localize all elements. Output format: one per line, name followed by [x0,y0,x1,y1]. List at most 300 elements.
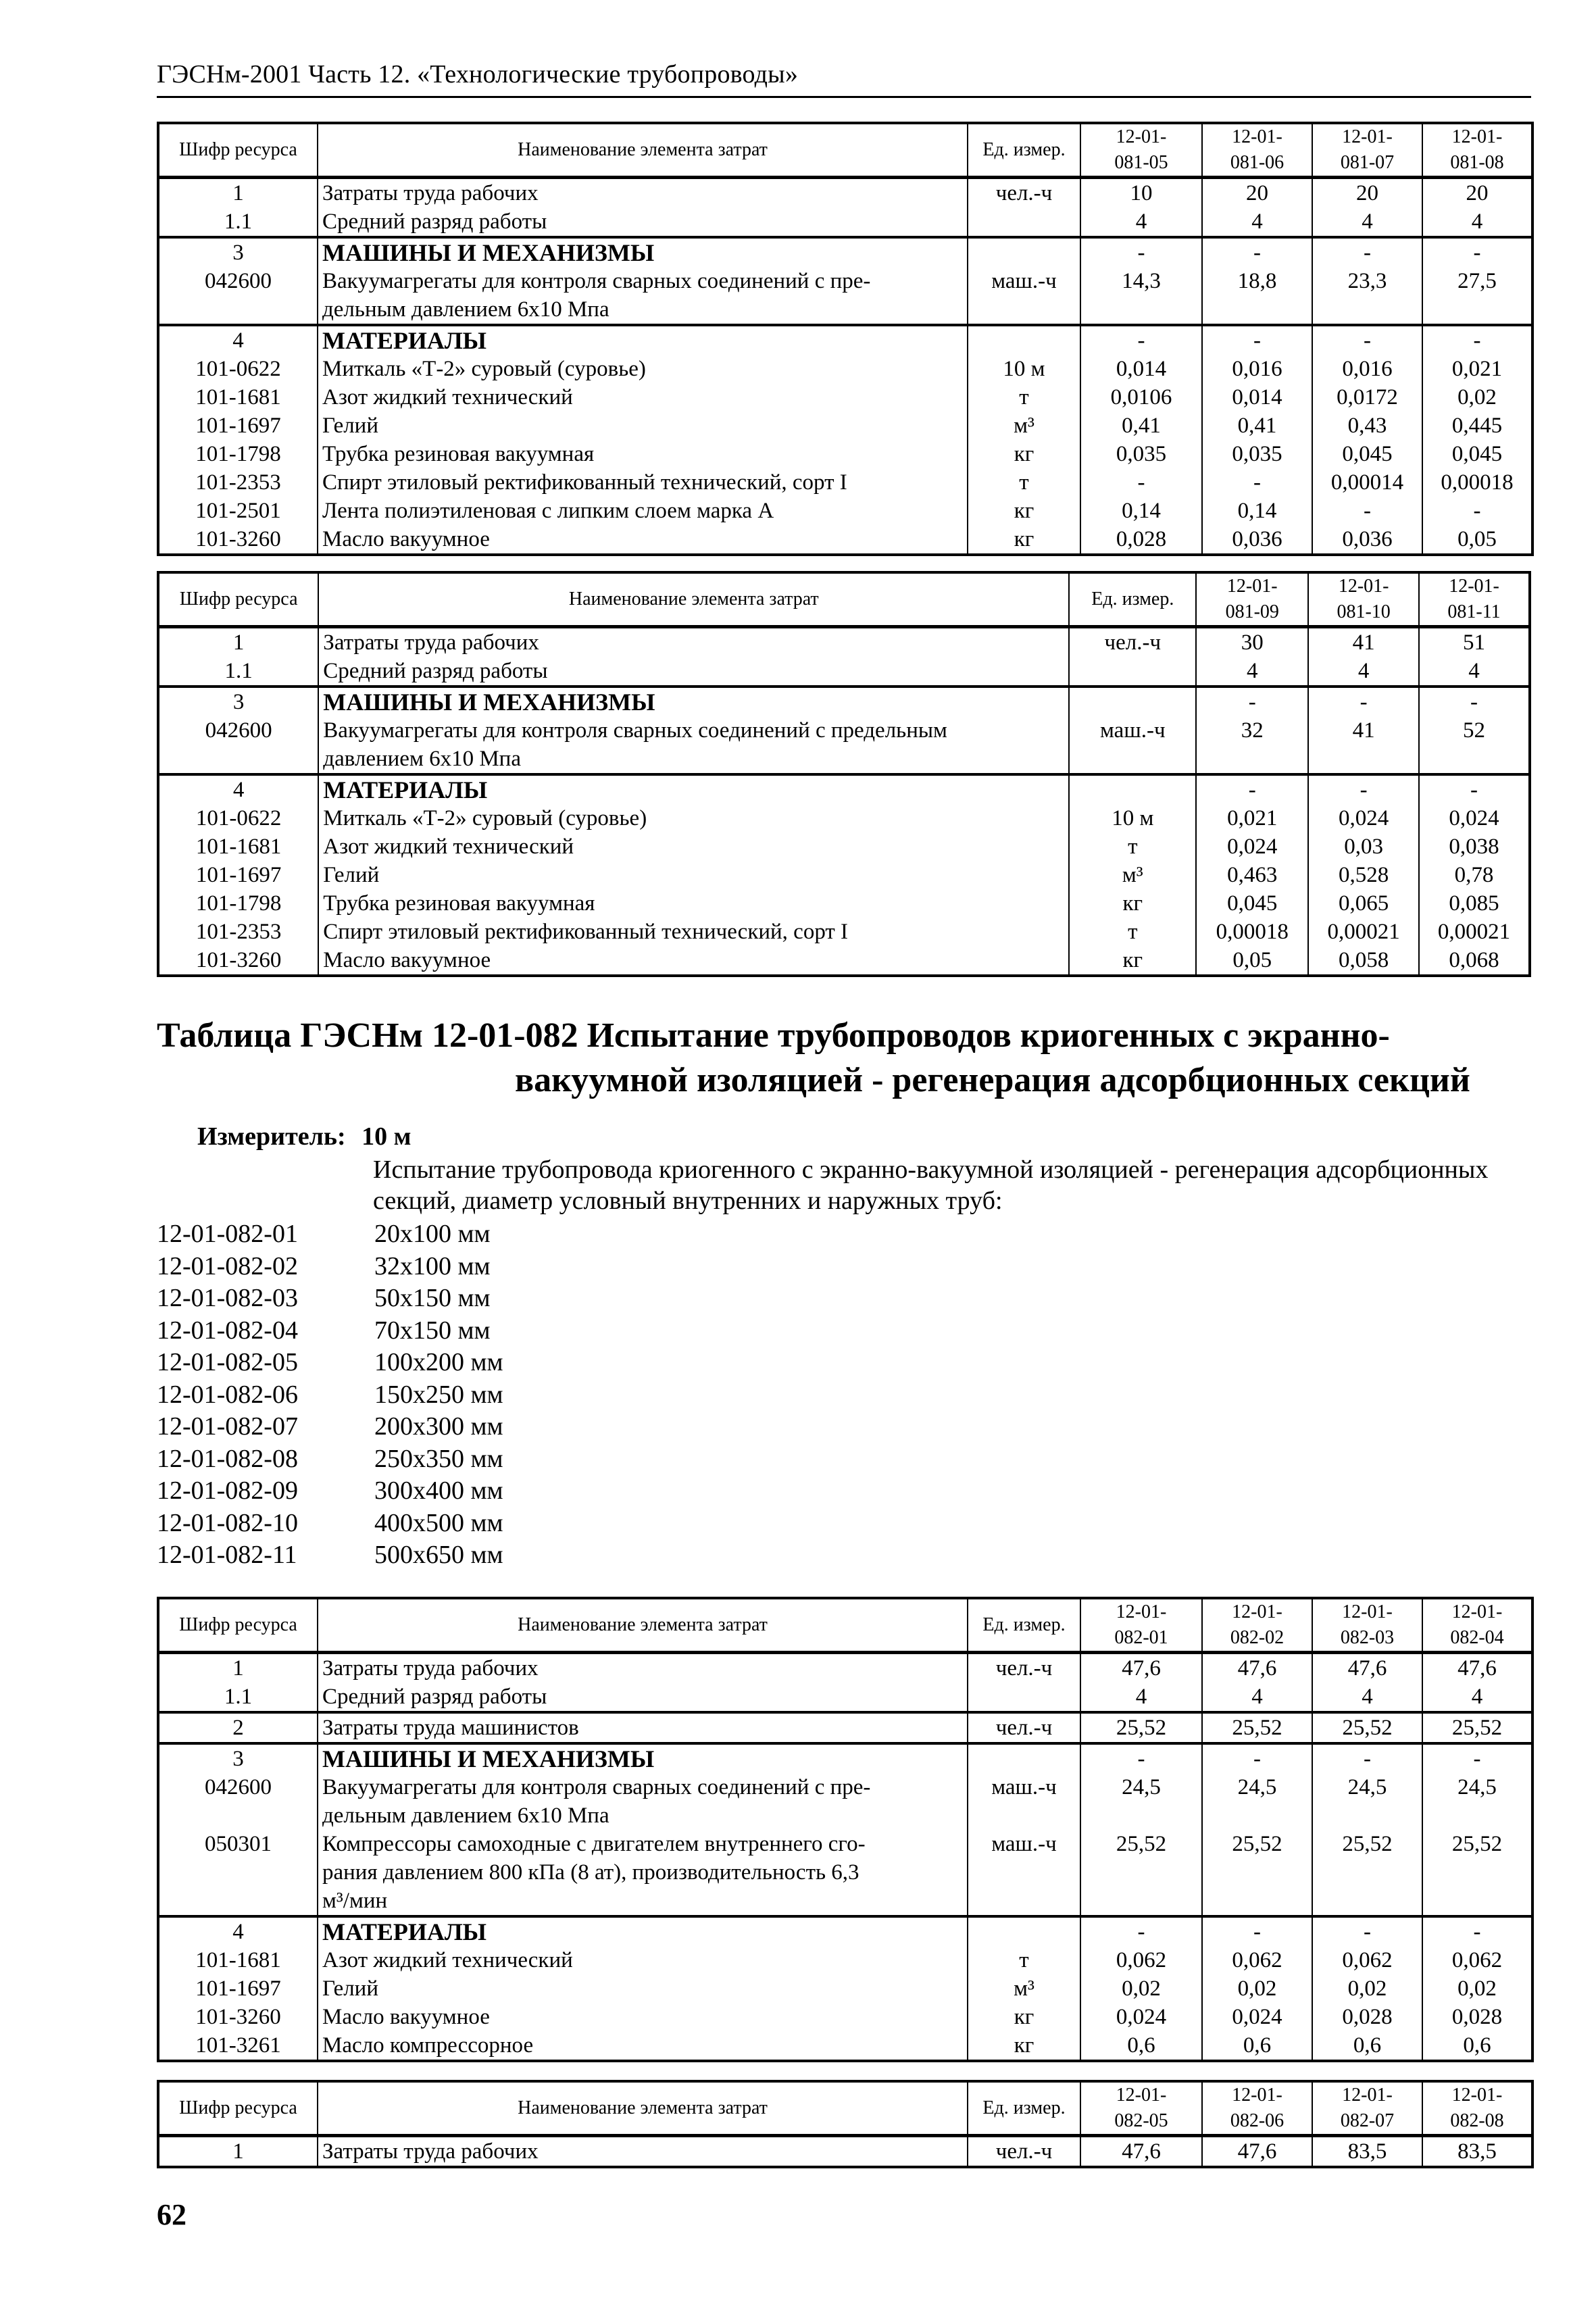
table-row [158,687,1530,716]
resource-code: 101-3260 [158,2003,318,2031]
norm-value: - [1080,237,1202,267]
variant-code: 12-01-082-06 [157,1380,298,1409]
resource-code: 050301 [158,1830,318,1916]
resource-name: Масло вакуумное [318,2003,968,2031]
table-row [158,178,1532,208]
resource-name [318,267,968,325]
norm-value: 0,024 [1419,804,1530,832]
resource-name: Средний разряд работы [318,657,1069,687]
variant-item [157,1411,503,1443]
norm-value: - [1196,687,1308,716]
unit-of-measure: кг [968,440,1080,468]
page-header: ГЭСНм-2001 Часть 12. «Технологические трубопроводы» [157,60,799,89]
resource-name-line: Вакуумагрегаты для контроля сварных соединений с предельным [323,718,947,743]
norm-value: 0,05 [1422,525,1532,555]
variant-code-line: 12-01- [1232,1601,1282,1622]
table-row [158,774,1530,804]
resource-name: МАШИНЫ И МЕХАНИЗМЫ [318,237,968,267]
norm-value: - [1312,1916,1422,1946]
table-row [158,237,1532,267]
variant-code-line: 12-01- [1116,126,1167,147]
unit-of-measure: кг [968,525,1080,555]
norm-value: 47,6 [1202,1653,1312,1683]
resource-code: 101-1697 [158,861,318,889]
norm-value: 0,6 [1312,2031,1422,2061]
resource-name [318,1773,968,1830]
resource-name: Трубка резиновая вакуумная [318,889,1069,918]
norm-value: 25,52 [1202,1712,1312,1743]
variant-code-line: 12-01- [1116,2085,1167,2106]
norm-value: 41 [1308,627,1419,657]
resource-name: МАТЕРИАЛЫ [318,774,1069,804]
resource-code: 1 [158,2136,318,2168]
work-description: Испытание трубопровода криогенного с экранно-вакуумной изоляцией - регенерация адсорбционных секций, диаметр условный внутренних и наружных труб: [373,1155,1489,1215]
norm-value: 0,045 [1196,889,1308,918]
table-title-line2: вакуумной изоляцией - регенерация адсорбционных секций [515,1061,1470,1099]
norm-value: 4 [1202,207,1312,237]
unit-of-measure: т [968,1946,1080,1974]
table-row [158,804,1530,832]
variant-size: 50x150 мм [374,1284,491,1312]
column-header-name: Наименование элемента затрат [318,572,1069,627]
norm-value: - [1196,774,1308,804]
resource-name: Миткаль «Т-2» суровый (суровье) [318,355,968,383]
variant-code-line: 12-01- [1449,576,1499,597]
resource-name: Масло вакуумное [318,946,1069,976]
norm-value: - [1422,497,1532,525]
resource-code: 4 [158,1916,318,1946]
norm-value: - [1202,1743,1312,1773]
norm-value: - [1202,325,1312,355]
norm-value: 0,00021 [1419,918,1530,946]
unit-of-measure: кг [968,497,1080,525]
column-header-unit: Ед. измер. [968,123,1080,178]
table-row [158,1743,1532,1773]
column-header-variant [1308,572,1419,627]
norm-value: - [1312,325,1422,355]
variant-size: 32x100 мм [374,1251,491,1280]
unit-of-measure: 10 м [1069,804,1196,832]
norm-value: 0,062 [1312,1946,1422,1974]
norm-value: 0,03 [1308,832,1419,861]
table-row [158,440,1532,468]
unit-of-measure [968,1916,1080,1946]
resource-code: 042600 [158,1773,318,1830]
norm-value: 0,02 [1312,1974,1422,2003]
resource-name [318,716,1069,774]
norm-value: 0,024 [1308,804,1419,832]
unit-of-measure: маш.-ч [968,267,1080,325]
norm-value: 0,02 [1202,1974,1312,2003]
table-row [158,1773,1532,1830]
norm-value: - [1202,237,1312,267]
column-header-variant [1080,1598,1202,1653]
unit-of-measure: маш.-ч [968,1773,1080,1830]
variant-code-line: 081-10 [1337,601,1391,622]
norm-value: 0,00021 [1308,918,1419,946]
table-row [158,383,1532,412]
table-row [158,355,1532,383]
norm-value: 0,045 [1312,440,1422,468]
variant-size: 250x350 мм [374,1444,503,1473]
column-header-variant [1312,1598,1422,1653]
norm-value: 18,8 [1202,267,1312,325]
table-row [158,1830,1532,1916]
variant-code: 12-01-082-10 [157,1508,298,1537]
norm-value: - [1422,1916,1532,1946]
unit-of-measure: м³ [968,1974,1080,2003]
resource-name: Средний разряд работы [318,1683,968,1712]
column-header-name: Наименование элемента затрат [318,123,968,178]
table-row [158,2136,1532,2168]
norm-value: 0,14 [1202,497,1312,525]
unit-of-measure: кг [1069,946,1196,976]
table-row [158,627,1530,657]
resource-name: Азот жидкий технический [318,832,1069,861]
variant-size: 100x200 мм [374,1348,503,1376]
resource-name-line: м³/мин [322,1889,388,1913]
norm-value: - [1312,1743,1422,1773]
norm-value: 0,6 [1202,2031,1312,2061]
norm-value: 0,028 [1312,2003,1422,2031]
norm-value: 0,528 [1308,861,1419,889]
unit-of-measure: 10 м [968,355,1080,383]
table-row [158,207,1532,237]
norm-value: 51 [1419,627,1530,657]
norm-value: 20 [1312,178,1422,208]
unit-of-measure [968,1743,1080,1773]
resource-table-081-05-08 [157,122,1534,556]
norm-value: 0,035 [1080,440,1202,468]
variant-code: 12-01-082-11 [157,1541,297,1569]
column-header-variant [1202,123,1312,178]
norm-value: 0,014 [1080,355,1202,383]
resource-name: МАШИНЫ И МЕХАНИЗМЫ [318,687,1069,716]
norm-value: 0,028 [1080,525,1202,555]
resource-code: 1.1 [158,1683,318,1712]
resource-code: 4 [158,774,318,804]
variant-code-line: 081-11 [1447,601,1501,622]
table-row [158,1916,1532,1946]
variant-code: 12-01-082-07 [157,1412,298,1441]
resource-code: 101-2501 [158,497,318,525]
norm-value: 24,5 [1422,1773,1532,1830]
variant-item [157,1315,503,1347]
norm-value: 47,6 [1080,1653,1202,1683]
norm-value: 52 [1419,716,1530,774]
norm-value: 0,0172 [1312,383,1422,412]
variant-code-line: 081-09 [1225,601,1279,622]
resource-code: 3 [158,687,318,716]
variant-code-line: 12-01- [1226,576,1278,597]
unit-of-measure [968,207,1080,237]
norm-value: - [1312,237,1422,267]
variant-item [157,1443,503,1476]
page-number: 62 [157,2198,186,2231]
resource-code: 101-1697 [158,412,318,440]
variant-size: 300x400 мм [374,1476,503,1505]
unit-of-measure: т [968,383,1080,412]
column-header-code: Шифр ресурса [158,1598,318,1653]
norm-value: 0,024 [1080,2003,1202,2031]
norm-value: 0,036 [1202,525,1312,555]
resource-code: 101-0622 [158,355,318,383]
resource-name: Затраты труда машинистов [318,1712,968,1743]
resource-code: 1.1 [158,207,318,237]
variant-item [157,1475,503,1508]
column-header-variant [1202,1598,1312,1653]
norm-value: 0,062 [1080,1946,1202,1974]
resource-name-line: давлением 6х10 Мпа [323,747,521,771]
norm-value: - [1422,1743,1532,1773]
norm-value: 0,028 [1422,2003,1532,2031]
resource-code: 101-1798 [158,440,318,468]
norm-value: 4 [1080,207,1202,237]
norm-value: - [1080,468,1202,497]
resource-code: 042600 [158,716,318,774]
variant-code-line: 081-06 [1230,152,1285,173]
resource-name: МАШИНЫ И МЕХАНИЗМЫ [318,1743,968,1773]
variant-code-line: 12-01- [1342,1601,1393,1622]
resource-name-line: дельным давлением 6х10 Мпа [322,297,609,322]
resource-code: 1 [158,1653,318,1683]
norm-value: 0,038 [1419,832,1530,861]
resource-name-line: Вакуумагрегаты для контроля сварных соединений с пре- [322,269,871,293]
norm-value: - [1202,1916,1312,1946]
resource-name: Азот жидкий технический [318,1946,968,1974]
variant-code-line: 082-04 [1450,1627,1504,1648]
table-row [158,468,1532,497]
norm-value: 0,085 [1419,889,1530,918]
variant-code-line: 12-01- [1116,1601,1167,1622]
table-row [158,946,1530,976]
norm-value: - [1202,468,1312,497]
column-header-variant [1080,123,1202,178]
norm-value: 25,52 [1312,1712,1422,1743]
unit-of-measure: маш.-ч [1069,716,1196,774]
meter-label: Измеритель: [197,1122,346,1151]
table-row [158,716,1530,774]
variant-code: 12-01-082-02 [157,1251,298,1280]
variant-size: 200x300 мм [374,1412,503,1441]
norm-value: 83,5 [1422,2136,1532,2168]
variant-item [157,1539,503,1572]
unit-of-measure: кг [968,2031,1080,2061]
variant-code-line: 081-05 [1114,152,1168,173]
norm-value: 0,024 [1202,2003,1312,2031]
variant-code-line: 082-07 [1340,2110,1395,2131]
norm-value: 4 [1308,657,1419,687]
norm-value: 0,41 [1080,412,1202,440]
resource-name: Масло компрессорное [318,2031,968,2061]
table-row [158,861,1530,889]
resource-code: 101-0622 [158,804,318,832]
resource-name-line: рания давлением 800 кПа (8 ат), производительность 6,3 [322,1860,859,1885]
resource-name: Спирт этиловый ректификованный технический, сорт I [318,918,1069,946]
meter [197,1122,412,1151]
norm-value: 0,02 [1422,1974,1532,2003]
norm-value: 14,3 [1080,267,1202,325]
table-row [158,267,1532,325]
header-row [158,1598,1532,1653]
norm-value: 25,52 [1422,1830,1532,1916]
norm-value: - [1422,237,1532,267]
norm-value: 25,52 [1422,1712,1532,1743]
column-header-variant [1419,572,1530,627]
norm-value: 0,065 [1308,889,1419,918]
unit-of-measure: т [1069,832,1196,861]
norm-value: - [1308,687,1419,716]
resource-name: Затраты труда рабочих [318,2136,968,2168]
norm-value: 0,036 [1312,525,1422,555]
norm-value: 0,02 [1422,383,1532,412]
variant-code-line: 082-02 [1230,1627,1285,1648]
norm-value: 30 [1196,627,1308,657]
norm-value: 0,02 [1080,1974,1202,2003]
resource-code: 101-3260 [158,946,318,976]
variant-code: 12-01-082-03 [157,1284,298,1312]
variant-code-line: 081-07 [1340,152,1395,173]
table-title-line1: Таблица ГЭСНм 12-01-082 Испытание трубопроводов криогенных с экранно- [157,1016,1390,1055]
resource-code: 101-2353 [158,468,318,497]
column-header-variant [1202,2081,1312,2136]
norm-value: 0,43 [1312,412,1422,440]
norm-value: - [1419,774,1530,804]
norm-value: 0,6 [1422,2031,1532,2061]
norm-value: 0,14 [1080,497,1202,525]
variant-code: 12-01-082-09 [157,1476,298,1505]
variant-size: 500x650 мм [374,1541,503,1569]
norm-value: 0,78 [1419,861,1530,889]
norm-value: 0,045 [1422,440,1532,468]
column-header-name: Наименование элемента затрат [318,2081,968,2136]
table-row [158,325,1532,355]
norm-value: 0,05 [1196,946,1308,976]
norm-value: 0,058 [1308,946,1419,976]
norm-value: 0,062 [1422,1946,1532,1974]
norm-value: 25,52 [1202,1830,1312,1916]
norm-value: 0,062 [1202,1946,1312,1974]
norm-value: - [1419,687,1530,716]
table-title [157,1014,1531,1103]
column-header-variant [1422,1598,1532,1653]
variant-code: 12-01-082-01 [157,1220,298,1248]
resource-code: 101-1697 [158,1974,318,2003]
resource-code: 101-1681 [158,383,318,412]
norm-value: 24,5 [1080,1773,1202,1830]
norm-value: - [1422,325,1532,355]
norm-value: 0,021 [1196,804,1308,832]
norm-value: 20 [1422,178,1532,208]
norm-value: 23,3 [1312,267,1422,325]
norm-value: 4 [1080,1683,1202,1712]
table-row [158,889,1530,918]
norm-value: 24,5 [1312,1773,1422,1830]
variant-item [157,1283,503,1315]
table-row [158,1653,1532,1683]
norm-value: 0,021 [1422,355,1532,383]
column-header-variant [1422,123,1532,178]
unit-of-measure [1069,687,1196,716]
variant-code: 12-01-082-04 [157,1316,298,1345]
norm-value: 4 [1422,207,1532,237]
variant-code-line: 12-01- [1232,2085,1282,2106]
norm-value: 25,52 [1080,1830,1202,1916]
column-header-unit: Ед. измер. [1069,572,1196,627]
norm-value: - [1080,1916,1202,1946]
unit-of-measure: чел.-ч [968,1712,1080,1743]
header-row [158,572,1530,627]
norm-value: 47,6 [1080,2136,1202,2168]
norm-value: - [1312,497,1422,525]
column-header-variant [1312,123,1422,178]
resource-table-082-05-08 [157,2080,1534,2168]
norm-value: 0,00018 [1422,468,1532,497]
variant-size: 20x100 мм [374,1220,491,1248]
unit-of-measure: т [1069,918,1196,946]
column-header-unit: Ед. измер. [968,1598,1080,1653]
variant-code: 12-01-082-08 [157,1444,298,1473]
resource-name: МАТЕРИАЛЫ [318,325,968,355]
norm-value: 4 [1312,207,1422,237]
header-divider [157,96,1531,98]
norm-value: 0,016 [1312,355,1422,383]
resource-name: Масло вакуумное [318,525,968,555]
unit-of-measure [968,1683,1080,1712]
variant-item [157,1347,503,1379]
resource-name: Гелий [318,412,968,440]
column-header-code: Шифр ресурса [158,2081,318,2136]
norm-value: 0,068 [1419,946,1530,976]
header-row [158,2081,1532,2136]
meter-value: 10 м [361,1122,412,1151]
resource-name: Азот жидкий технический [318,383,968,412]
column-header-variant [1422,2081,1532,2136]
variant-item [157,1251,503,1283]
unit-of-measure [968,237,1080,267]
resource-name: Трубка резиновая вакуумная [318,440,968,468]
variant-code-line: 12-01- [1232,126,1282,147]
norm-value: 83,5 [1312,2136,1422,2168]
column-header-code: Шифр ресурса [158,123,318,178]
variant-item [157,1218,503,1251]
norm-value: 0,0106 [1080,383,1202,412]
resource-code: 1 [158,178,318,208]
table-row [158,657,1530,687]
norm-value: - [1308,774,1419,804]
column-header-code: Шифр ресурса [158,572,318,627]
variant-code-line: 12-01- [1338,576,1389,597]
resource-code: 101-1798 [158,889,318,918]
unit-of-measure [968,325,1080,355]
variant-code-line: 081-08 [1450,152,1504,173]
variant-item [157,1379,503,1412]
column-header-name: Наименование элемента затрат [318,1598,968,1653]
unit-of-measure: кг [968,2003,1080,2031]
resource-code: 101-1681 [158,832,318,861]
resource-name: МАТЕРИАЛЫ [318,1916,968,1946]
norm-value: 0,016 [1202,355,1312,383]
variant-code: 12-01-082-05 [157,1348,298,1376]
variant-code-line: 082-05 [1114,2110,1168,2131]
variant-code-line: 082-08 [1450,2110,1504,2131]
norm-value: 47,6 [1312,1653,1422,1683]
resource-table-082-01-04 [157,1597,1534,2062]
resource-name: Средний разряд работы [318,207,968,237]
resource-name: Гелий [318,861,1069,889]
norm-value: 25,52 [1080,1712,1202,1743]
resource-code: 3 [158,237,318,267]
